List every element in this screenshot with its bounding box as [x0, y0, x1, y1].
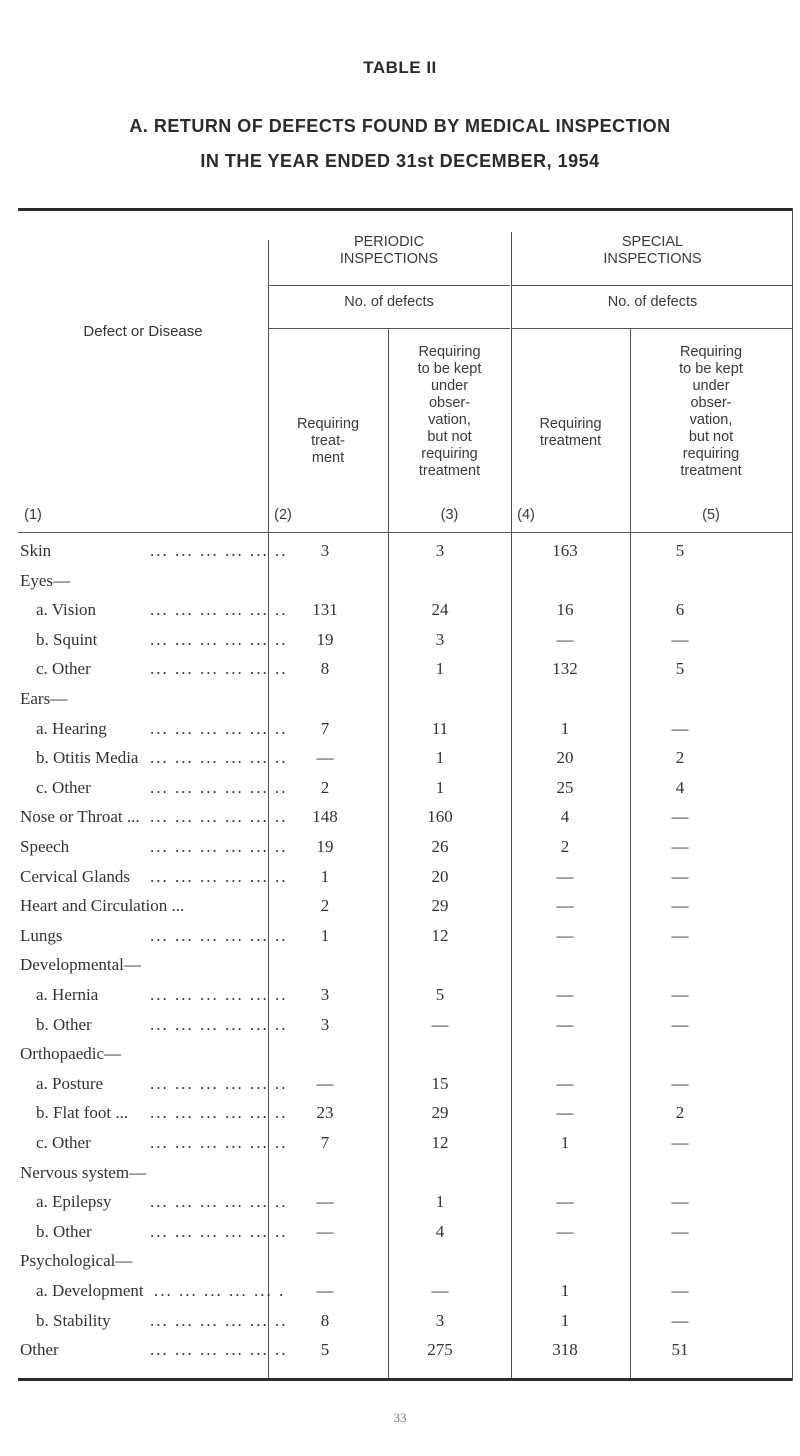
- leader-dots: ... ... ... ... ... ..: [150, 1310, 288, 1330]
- leader-dots: ... ... ... ... ... ..: [150, 1221, 288, 1241]
- cell-col2: 148: [312, 807, 338, 827]
- table-row: [0, 1311, 800, 1333]
- cell-col4: —: [556, 866, 574, 886]
- cell-col4: —: [556, 1103, 574, 1123]
- col-split-rule-periodic: [268, 328, 510, 329]
- col-split-rule-special: [512, 328, 793, 329]
- leader-dots: ... ... ... ... ... ..: [150, 659, 288, 679]
- row-label: Psychological—: [20, 1251, 133, 1271]
- row-label: Cervical Glands: [20, 866, 130, 886]
- cell-col4: 318: [552, 1340, 578, 1360]
- cell-col3: 12: [431, 1133, 449, 1152]
- row-label: a. Posture: [36, 1073, 104, 1093]
- leader-dots: ... ... ... ... ... ..: [150, 1133, 288, 1152]
- row-label: Ears—: [20, 689, 68, 708]
- table-row: [0, 1222, 800, 1244]
- leader-dots: ... ... ... ... ... ..: [150, 541, 288, 560]
- row-label: a. Vision: [36, 600, 97, 620]
- header-col3-number: (3): [440, 507, 459, 523]
- cell-col2: 23: [316, 1103, 334, 1123]
- table-row: [0, 1103, 800, 1125]
- row-label: a. Hearing: [36, 718, 107, 738]
- cell-col2: 2: [320, 896, 330, 916]
- cell-col4: 1: [560, 1281, 570, 1300]
- row-label: Orthopaedic—: [20, 1044, 122, 1064]
- cell-col2: 3: [320, 1014, 330, 1034]
- row-label: a. Epilepsy: [36, 1192, 112, 1212]
- table-title-line2: IN THE YEAR ENDED 31st DECEMBER, 1954: [200, 151, 600, 171]
- row-label: a. Development: [36, 1281, 144, 1300]
- cell-col3: 24: [431, 600, 449, 620]
- cell-col4: —: [556, 1221, 574, 1241]
- cell-col4: —: [556, 1192, 574, 1212]
- table-row: [0, 1133, 800, 1155]
- leader-dots: ... ... ... ... ... .: [154, 1281, 286, 1300]
- row-label: Other: [20, 1340, 59, 1360]
- header-periodic: PERIODIC INSPECTIONS: [339, 234, 439, 267]
- table-bottom-rule: [18, 1378, 793, 1381]
- table-row: [0, 1044, 800, 1066]
- cell-col5: —: [671, 866, 689, 886]
- table-row: [0, 926, 800, 948]
- row-label: a. Hernia: [36, 985, 99, 1004]
- row-label: b. Other: [36, 1221, 92, 1241]
- cell-col5: —: [671, 1014, 689, 1034]
- cell-col2: —: [316, 1192, 334, 1212]
- header-defect-or-disease: Defect or Disease: [83, 323, 203, 340]
- header-no-of-defects-periodic: No. of defects: [344, 294, 434, 310]
- cell-col2: —: [316, 1221, 334, 1241]
- table-row: [0, 896, 800, 918]
- cell-col3: 15: [431, 1073, 449, 1093]
- cell-col2: 2: [320, 777, 330, 797]
- page-number: 33: [393, 1410, 407, 1425]
- cell-col5: —: [671, 807, 689, 827]
- cell-col2: 19: [316, 837, 334, 856]
- leader-dots: ... ... ... ... ... ..: [150, 1340, 288, 1360]
- cell-col2: 3: [320, 985, 330, 1004]
- cell-col2: 1: [320, 866, 330, 886]
- cell-col5: —: [671, 718, 689, 738]
- cell-col4: 132: [552, 659, 578, 679]
- cell-col4: —: [556, 896, 574, 916]
- cell-col3: 11: [431, 718, 449, 738]
- cell-col5: —: [671, 1281, 689, 1300]
- cell-col5: 5: [675, 659, 685, 679]
- cell-col4: —: [556, 925, 574, 945]
- cell-col2: 131: [312, 600, 338, 620]
- cell-col2: —: [316, 748, 334, 768]
- header-special: SPECIAL INSPECTIONS: [603, 234, 702, 267]
- cell-col3: 3: [435, 629, 445, 649]
- table-row: [0, 867, 800, 889]
- cell-col4: 1: [560, 1310, 570, 1330]
- table-row: [0, 837, 800, 859]
- leader-dots: ... ... ... ... ... ..: [150, 629, 288, 649]
- header-col1-number: (1): [24, 507, 42, 523]
- cell-col3: 12: [431, 925, 449, 945]
- cell-col4: —: [556, 1014, 574, 1034]
- row-label: b. Otitis Media: [36, 748, 139, 768]
- table-row: [0, 955, 800, 977]
- cell-col2: 8: [320, 1310, 330, 1330]
- header-bottom-rule: [18, 532, 793, 533]
- cell-col2: 3: [320, 541, 330, 560]
- table-row: [0, 659, 800, 681]
- cell-col3: —: [431, 1281, 449, 1300]
- cell-col3: 4: [435, 1221, 445, 1241]
- cell-col5: —: [671, 1221, 689, 1241]
- row-label: b. Flat foot ...: [36, 1103, 129, 1123]
- cell-col5: —: [671, 1192, 689, 1212]
- row-label: c. Other: [36, 777, 91, 797]
- leader-dots: ... ... ... ... ... ..: [150, 748, 288, 768]
- table-row: [0, 985, 800, 1007]
- cell-col3: 1: [435, 1192, 445, 1212]
- header-no-of-defects-special: No. of defects: [607, 294, 698, 310]
- table-row: [0, 541, 800, 563]
- row-label: c. Other: [36, 659, 91, 679]
- cell-col3: 275: [427, 1340, 453, 1360]
- row-label: Speech: [20, 837, 70, 856]
- cell-col3: 29: [431, 1103, 449, 1123]
- cell-col2: 8: [320, 659, 330, 679]
- cell-col5: —: [671, 1310, 689, 1330]
- row-label: Heart and Circulation ...: [20, 896, 185, 916]
- cell-col4: 25: [556, 777, 574, 797]
- header-col5-number: (5): [702, 507, 720, 523]
- row-label: b. Other: [36, 1014, 92, 1034]
- header-col2: Requiring treat- ment: [296, 416, 360, 466]
- leader-dots: ... ... ... ... ... ..: [150, 807, 288, 827]
- cell-col5: —: [671, 1133, 689, 1152]
- defects-rule-special: [512, 285, 793, 286]
- cell-col5: —: [671, 896, 689, 916]
- cell-col5: —: [671, 925, 689, 945]
- row-label: Nervous system—: [20, 1162, 147, 1182]
- table-row: [0, 778, 800, 800]
- table-title-line1: A. RETURN OF DEFECTS FOUND BY MEDICAL INSPECTION: [129, 116, 671, 136]
- cell-col3: 1: [435, 659, 445, 679]
- cell-col3: 3: [435, 1310, 445, 1330]
- cell-col5: 5: [675, 541, 685, 560]
- cell-col5: 6: [675, 600, 685, 620]
- leader-dots: ... ... ... ... ... ..: [150, 600, 288, 620]
- cell-col4: 2: [560, 837, 570, 856]
- cell-col3: 3: [435, 541, 445, 560]
- cell-col3: 1: [435, 777, 445, 797]
- cell-col4: 4: [560, 807, 570, 827]
- cell-col2: 7: [320, 718, 330, 738]
- table-row: [0, 1074, 800, 1096]
- cell-col5: 2: [675, 1103, 685, 1123]
- row-label: Skin: [20, 541, 52, 560]
- cell-col3: 26: [431, 837, 449, 856]
- row-label: Nose or Throat ...: [20, 807, 140, 827]
- row-label: c. Other: [36, 1133, 91, 1152]
- table-row: [0, 1251, 800, 1273]
- cell-col2: 7: [320, 1133, 330, 1152]
- leader-dots: ... ... ... ... ... ..: [150, 1014, 288, 1034]
- row-label: Lungs: [20, 925, 63, 945]
- cell-col3: 20: [431, 866, 449, 886]
- leader-dots: ... ... ... ... ... ..: [150, 1073, 288, 1093]
- cell-col2: —: [316, 1073, 334, 1093]
- defects-rule-periodic: [268, 285, 510, 286]
- cell-col4: 163: [552, 541, 578, 560]
- cell-col4: —: [556, 1073, 574, 1093]
- cell-col3: 160: [427, 807, 453, 827]
- header-col4: Requiring treatment: [539, 416, 602, 449]
- cell-col5: 2: [675, 748, 685, 768]
- cell-col2: 19: [316, 629, 334, 649]
- table-row: [0, 1015, 800, 1037]
- table-row: [0, 748, 800, 770]
- table-row: [0, 630, 800, 652]
- table-row: [0, 571, 800, 593]
- cell-col4: 1: [560, 1133, 570, 1152]
- cell-col3: 5: [435, 985, 445, 1004]
- table-row: [0, 600, 800, 622]
- cell-col5: —: [671, 837, 689, 856]
- cell-col3: 1: [435, 748, 445, 768]
- cell-col2: 5: [320, 1340, 330, 1360]
- leader-dots: ... ... ... ... ... ..: [150, 925, 288, 945]
- leader-dots: ... ... ... ... ... ..: [150, 718, 288, 738]
- leader-dots: ... ... ... ... ... ..: [150, 837, 288, 856]
- table-row: [0, 1281, 800, 1303]
- table-row: [0, 719, 800, 741]
- header-col3: Requiring to be kept under obser- vation, but not requiring treatment: [417, 344, 482, 479]
- cell-col4: —: [556, 629, 574, 649]
- table-label: TABLE II: [363, 58, 437, 77]
- table-top-rule: [18, 208, 793, 211]
- cell-col5: —: [671, 629, 689, 649]
- cell-col2: 1: [320, 925, 330, 945]
- table-row: [0, 807, 800, 829]
- table-row: [0, 1163, 800, 1185]
- leader-dots: ... ... ... ... ... ..: [150, 985, 288, 1004]
- cell-col3: 29: [431, 896, 449, 916]
- leader-dots: ... ... ... ... ... ..: [150, 866, 288, 886]
- row-label: b. Stability: [36, 1310, 111, 1330]
- header-col4-number: (4): [517, 507, 535, 523]
- row-label: b. Squint: [36, 629, 98, 649]
- table-row: [0, 689, 800, 711]
- cell-col4: 20: [556, 748, 574, 768]
- row-label: Eyes—: [20, 570, 71, 590]
- cell-col5: —: [671, 985, 689, 1004]
- cell-col5: 51: [671, 1340, 689, 1360]
- leader-dots: ... ... ... ... ... ..: [150, 1192, 288, 1212]
- table-row: [0, 1340, 800, 1362]
- table-row: [0, 1192, 800, 1214]
- cell-col5: 4: [675, 777, 685, 797]
- cell-col4: —: [556, 985, 574, 1004]
- cell-col2: —: [316, 1281, 334, 1300]
- row-label: Developmental—: [20, 955, 141, 975]
- cell-col5: —: [671, 1073, 689, 1093]
- leader-dots: ... ... ... ... ... ..: [150, 777, 288, 797]
- header-col2-number: (2): [274, 507, 292, 523]
- cell-col4: 16: [556, 600, 574, 620]
- cell-col3: —: [431, 1014, 449, 1034]
- header-col5: Requiring to be kept under obser- vation, but not requiring treatment: [679, 344, 743, 479]
- leader-dots: ... ... ... ... ... ..: [150, 1103, 288, 1123]
- cell-col4: 1: [560, 718, 570, 738]
